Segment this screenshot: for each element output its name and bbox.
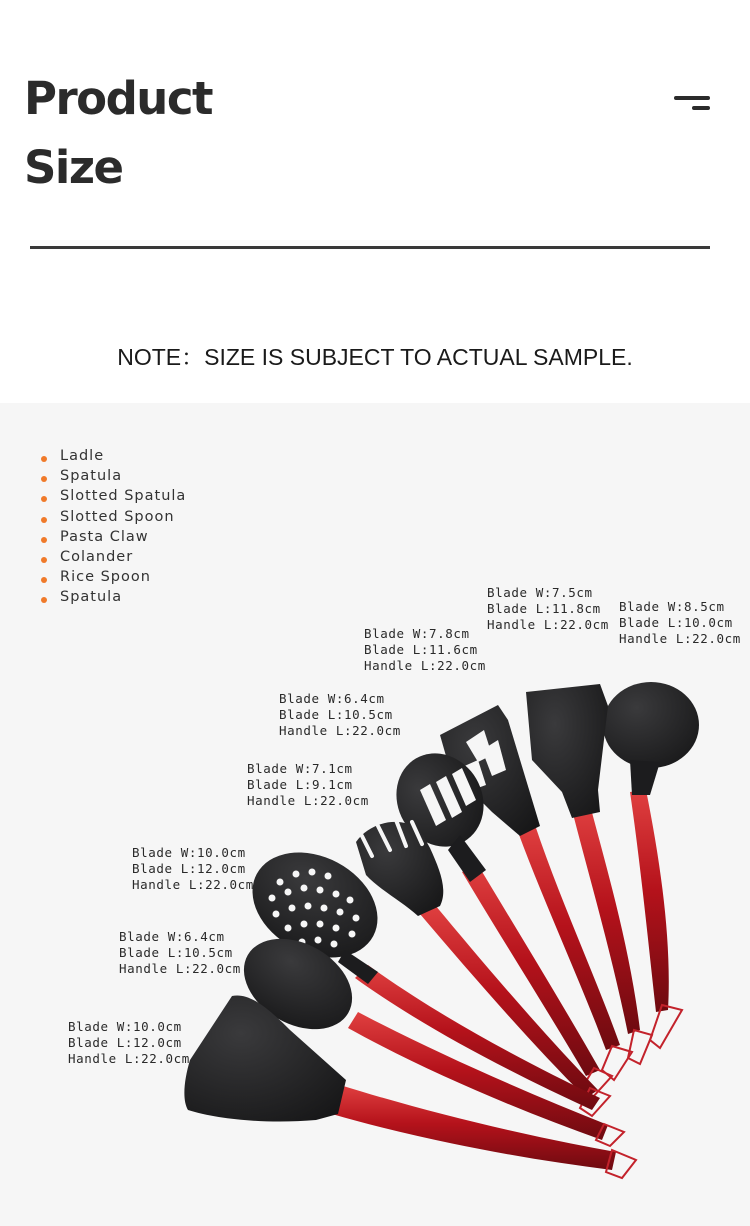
list-item bbox=[40, 466, 186, 486]
size-note: NOTE：SIZE IS SUBJECT TO ACTUAL SAMPLE. bbox=[117, 344, 633, 370]
list-item bbox=[40, 527, 186, 547]
pasta-claw-utensil bbox=[356, 820, 610, 1116]
spec-blade-length: Blade L:11.8cm bbox=[487, 601, 601, 616]
spec-spatula bbox=[487, 585, 609, 633]
spec-handle-length: Handle L:22.0cm bbox=[364, 658, 486, 673]
list-item bbox=[40, 567, 186, 587]
bullet-dot bbox=[41, 597, 47, 603]
list-item-label: Spatula bbox=[60, 589, 123, 606]
bullet-dot bbox=[41, 456, 47, 462]
list-item-label: Rice Spoon bbox=[60, 569, 151, 586]
spec-ladle bbox=[619, 599, 741, 647]
menu-icon-bar-top bbox=[674, 96, 710, 100]
spec-colander bbox=[132, 845, 254, 893]
spec-handle-length: Handle L:22.0cm bbox=[247, 793, 369, 808]
list-item bbox=[40, 587, 186, 607]
ladle-utensil bbox=[603, 682, 699, 1048]
spec-blade-length: Blade L:10.0cm bbox=[619, 615, 733, 630]
bullet-dot bbox=[41, 476, 47, 482]
page-title-line-2: Size bbox=[24, 141, 123, 194]
spec-pasta-claw bbox=[247, 761, 369, 809]
product-list bbox=[40, 446, 186, 608]
bullet-dot bbox=[41, 496, 47, 502]
spec-slotted-spoon bbox=[279, 691, 401, 739]
list-item bbox=[40, 547, 186, 567]
spec-blade-length: Blade L:12.0cm bbox=[68, 1035, 182, 1050]
spec-handle-length: Handle L:22.0cm bbox=[68, 1051, 190, 1066]
spec-blade-width: Blade W:7.1cm bbox=[247, 761, 353, 776]
spec-slotted-spatula bbox=[364, 626, 486, 674]
spec-handle-length: Handle L:22.0cm bbox=[487, 617, 609, 632]
spec-handle-length: Handle L:22.0cm bbox=[619, 631, 741, 646]
spec-handle-length: Handle L:22.0cm bbox=[119, 961, 241, 976]
spec-blade-width: Blade W:8.5cm bbox=[619, 599, 725, 614]
spec-blade-width: Blade W:7.8cm bbox=[364, 626, 470, 641]
bullet-dot bbox=[41, 517, 47, 523]
list-item bbox=[40, 446, 186, 466]
list-item bbox=[40, 507, 186, 527]
spec-blade-length: Blade L:10.5cm bbox=[119, 945, 233, 960]
list-item-label: Slotted Spatula bbox=[60, 488, 187, 505]
list-item-label: Slotted Spoon bbox=[60, 508, 175, 525]
page-title-line-1: Product bbox=[24, 72, 213, 125]
list-item-label: Pasta Claw bbox=[60, 528, 149, 545]
spec-blade-width: Blade W:7.5cm bbox=[487, 585, 593, 600]
list-item-label: Ladle bbox=[60, 448, 105, 464]
spec-blade-length: Blade L:11.6cm bbox=[364, 642, 478, 657]
spec-handle-length: Handle L:22.0cm bbox=[132, 877, 254, 892]
bullet-dot bbox=[41, 537, 47, 543]
list-item-label: Spatula bbox=[60, 468, 123, 485]
spec-blade-length: Blade L:10.5cm bbox=[279, 707, 393, 722]
spec-blade-length: Blade L:9.1cm bbox=[247, 777, 353, 792]
spec-blade-length: Blade L:12.0cm bbox=[132, 861, 246, 876]
spec-solid-spatula bbox=[68, 1019, 190, 1067]
spec-handle-length: Handle L:22.0cm bbox=[279, 723, 401, 738]
spec-blade-width: Blade W:6.4cm bbox=[119, 929, 225, 944]
list-item bbox=[40, 486, 186, 506]
spec-blade-width: Blade W:10.0cm bbox=[68, 1019, 182, 1034]
menu-icon[interactable] bbox=[674, 96, 712, 114]
spec-blade-width: Blade W:6.4cm bbox=[279, 691, 385, 706]
bullet-dot bbox=[41, 557, 47, 563]
spec-rice-spoon bbox=[119, 929, 241, 977]
bullet-dot bbox=[41, 577, 47, 583]
list-item-label: Colander bbox=[60, 548, 134, 565]
spec-blade-width: Blade W:10.0cm bbox=[132, 845, 246, 860]
menu-icon-bar-bottom bbox=[692, 106, 710, 110]
header-divider bbox=[30, 246, 710, 249]
